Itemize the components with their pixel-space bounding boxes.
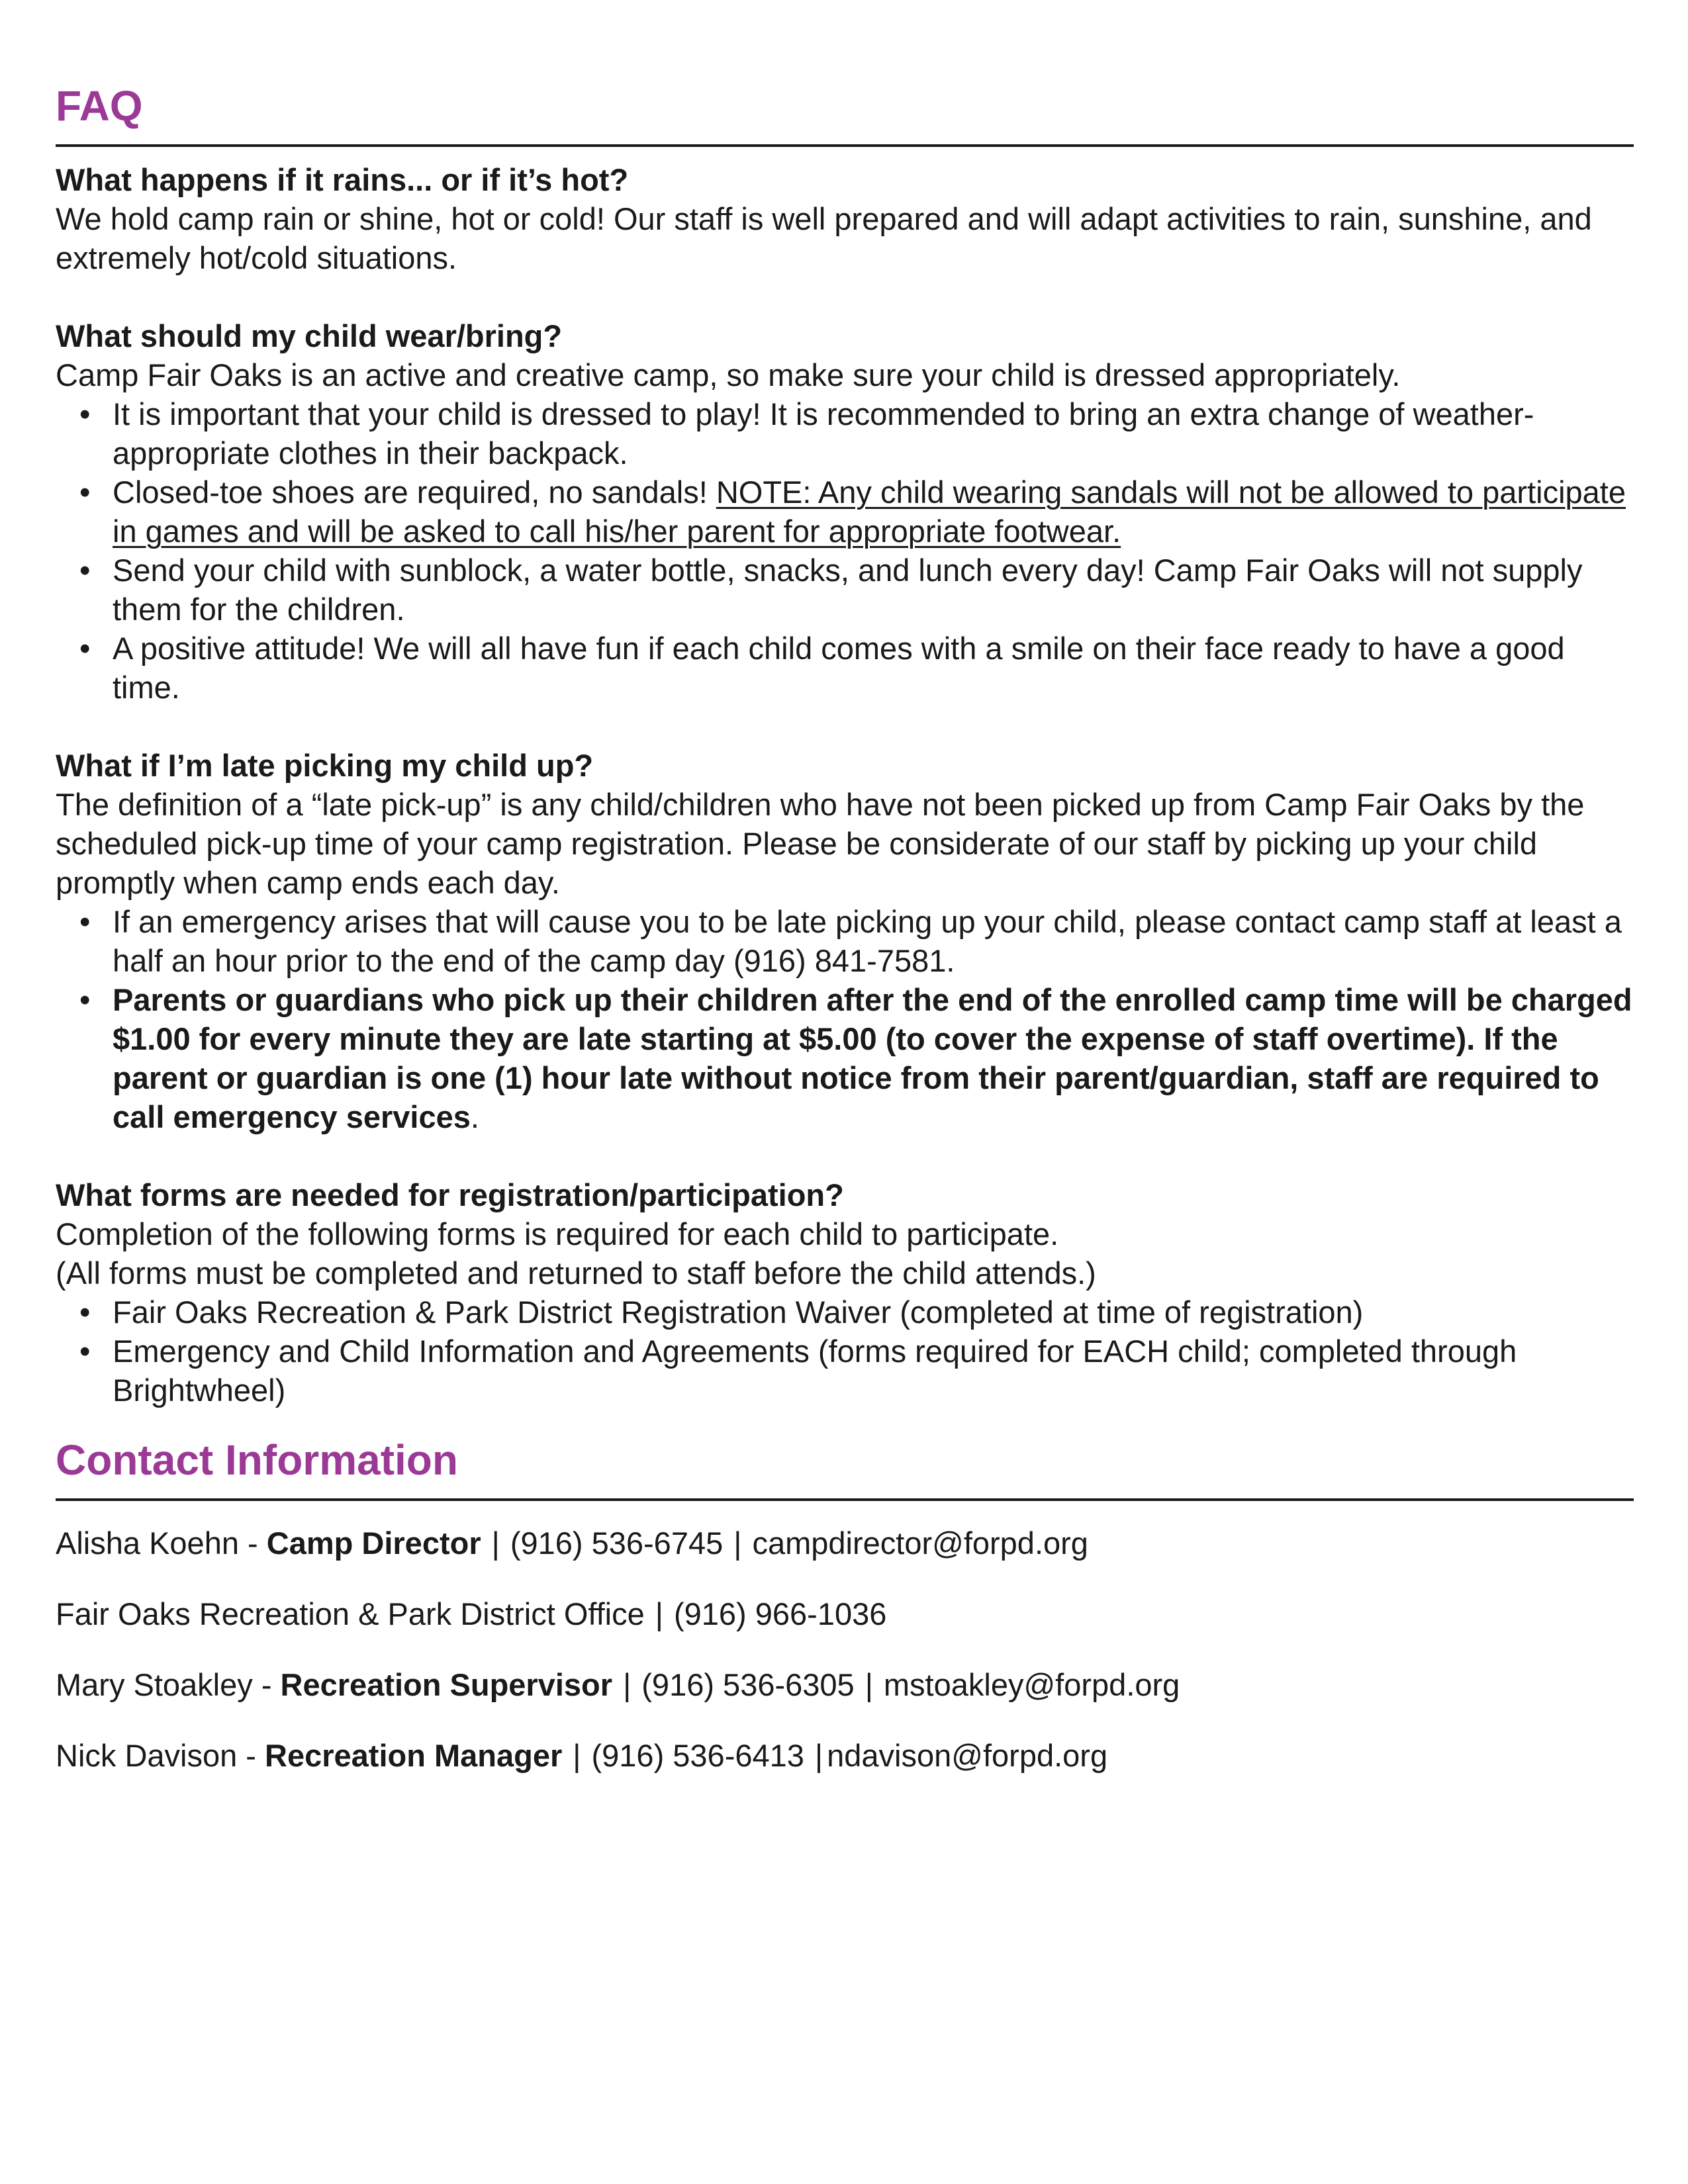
sandals-note: NOTE: Any child wearing sandals will not be allowed to participate in games and will be asked to call his/her parent for appropriate footwear. [113, 475, 1626, 549]
list-item: • If an emergency arises that will cause you to be late picking up your child, please contact camp staff at least a half an hour prior to the end of the camp day (916) 841-7581. [56, 902, 1634, 980]
contact-email[interactable]: ndavison@forpd.org [827, 1738, 1108, 1773]
bullet-list [56, 902, 1634, 1136]
contact-divider [56, 1498, 1634, 1501]
contact-section [56, 1433, 1634, 1775]
faq-answer: Camp Fair Oaks is an active and creative camp, so make sure your child is dressed appropriately. [56, 357, 1401, 392]
separator: | [573, 1738, 581, 1773]
separator: | [655, 1596, 663, 1631]
faq-answer: The definition of a “late pick-up” is any child/children who have not been picked up from Camp Fair Oaks by the scheduled pick-up time of your camp registration. Please be considerate of our staff by picking up your child promptly when camp ends each day. [56, 787, 1585, 900]
faq-answer: We hold camp rain or shine, hot or cold! Our staff is well prepared and will adapt activities to rain, sunshine, and extremely hot/cold situations. [56, 201, 1592, 275]
contact-name: Fair Oaks Recreation & Park District Office [56, 1596, 645, 1631]
list-item: • Emergency and Child Information and Agreements (forms required for EACH child; completed through Brightwheel) [56, 1332, 1634, 1410]
faq-question: What if I’m late picking my child up? [56, 748, 594, 783]
contact-phone: (916) 536-6413 [591, 1738, 804, 1773]
contact-title: Contact Information [56, 1436, 458, 1484]
separator: | [814, 1738, 823, 1773]
contact-role: Camp Director [266, 1525, 481, 1561]
faq-item-wear [56, 316, 1634, 707]
list-item-text: Closed-toe shoes are required, no sandals! [113, 475, 716, 510]
list-item: • It is important that your child is dressed to play! It is recommended to bring an extra change of weather-appropriate clothes in their backpack. [56, 394, 1634, 473]
faq-answer-note: (All forms must be completed and returned to staff before the child attends.) [56, 1255, 1096, 1291]
separator: | [865, 1667, 873, 1702]
bullet-list [56, 394, 1634, 707]
late-fee-policy: Parents or guardians who pick up their children after the end of the enrolled camp time will be charged $1.00 for every minute they are late starting at $5.00 (to cover the expense of staff overtime). If the parent or guardian is one (1) hour late without notice from their parent/guardian, staff are required to call emergency services [113, 982, 1632, 1134]
page-content [56, 79, 1634, 1807]
contact-name: Mary Stoakley - [56, 1667, 281, 1702]
list-item: • Fair Oaks Recreation & Park District Registration Waiver (completed at time of registration) [56, 1293, 1634, 1332]
faq-question: What forms are needed for registration/participation? [56, 1177, 844, 1212]
contact-row-recreation-manager [56, 1736, 1634, 1775]
faq-divider [56, 144, 1634, 147]
separator: | [491, 1525, 500, 1561]
contact-name: Alisha Koehn - [56, 1525, 267, 1561]
faq-item-late [56, 746, 1634, 1136]
separator: | [733, 1525, 742, 1561]
contact-row-camp-director [56, 1524, 1634, 1563]
contact-row-district-office [56, 1594, 1634, 1633]
list-item: • Send your child with sunblock, a water bottle, snacks, and lunch every day! Camp Fair Oaks will not supply them for the children. [56, 551, 1634, 629]
faq-item-weather [56, 160, 1634, 277]
contact-phone: (916) 966-1036 [673, 1596, 887, 1631]
contact-role: Recreation Supervisor [280, 1667, 613, 1702]
contact-email[interactable]: campdirector@forpd.org [752, 1525, 1088, 1561]
list-item: • A positive attitude! We will all have fun if each child comes with a smile on their face ready to have a good time. [56, 629, 1634, 707]
contact-name: Nick Davison - [56, 1738, 265, 1773]
list-item [56, 980, 1634, 1136]
contact-row-recreation-supervisor [56, 1665, 1634, 1704]
faq-question: What happens if it rains... or if it’s hot? [56, 162, 629, 197]
contact-role: Recreation Manager [265, 1738, 563, 1773]
faq-question: What should my child wear/bring? [56, 318, 563, 353]
list-item [56, 473, 1634, 551]
separator: | [623, 1667, 632, 1702]
bullet-list [56, 1293, 1634, 1410]
faq-item-forms [56, 1175, 1634, 1410]
contact-phone: (916) 536-6305 [641, 1667, 855, 1702]
list-item-end: . [470, 1099, 479, 1134]
contact-phone: (916) 536-6745 [510, 1525, 724, 1561]
faq-title: FAQ [56, 82, 143, 130]
contact-email[interactable]: mstoakley@forpd.org [883, 1667, 1180, 1702]
faq-answer: Completion of the following forms is required for each child to participate. [56, 1216, 1059, 1251]
